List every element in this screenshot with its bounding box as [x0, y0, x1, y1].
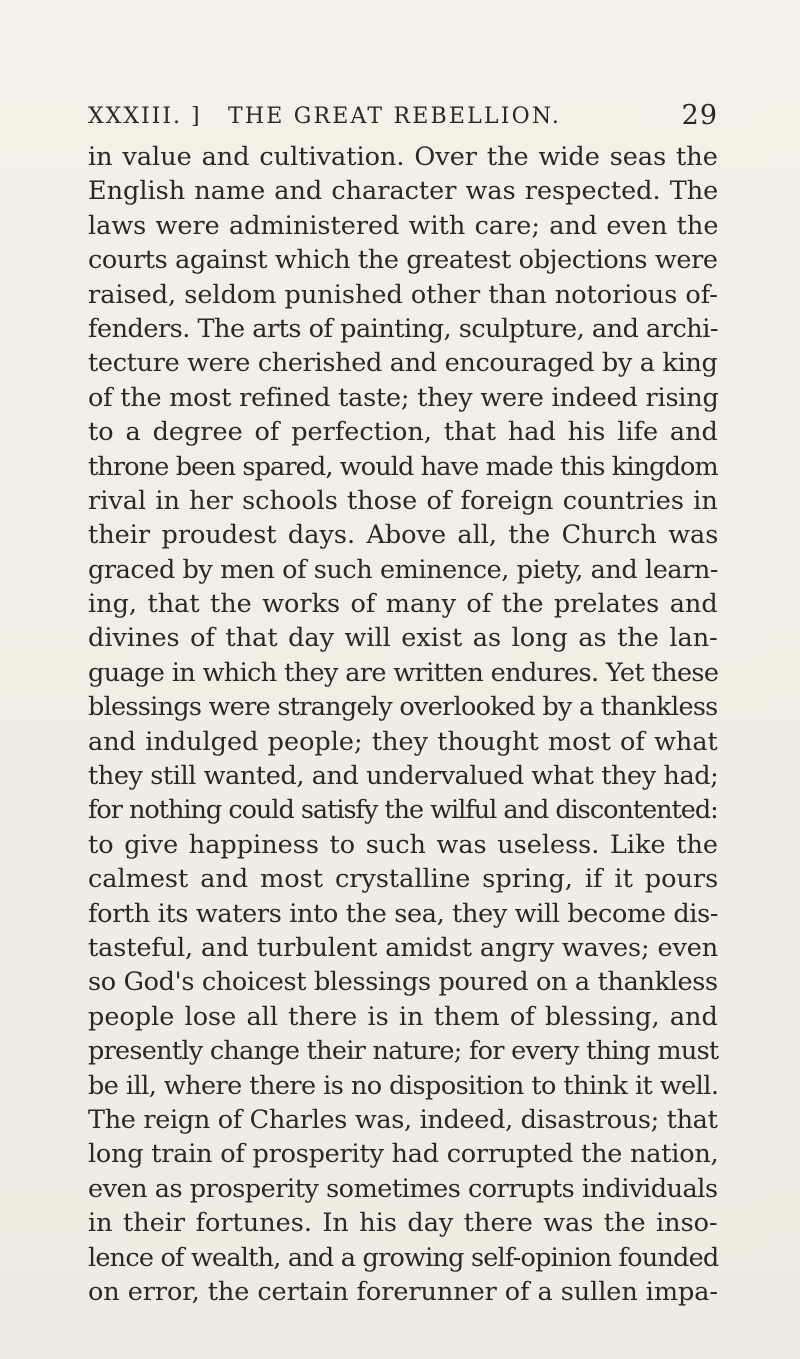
text-line: graced by men of such eminence, piety, and learn- [88, 554, 719, 585]
text-line: tecture were cherished and encouraged by a king [88, 348, 718, 379]
text-line: to give happiness to such was useless. Like the [88, 829, 718, 860]
text-line: people lose all there is in them of blessing, and [88, 1001, 718, 1032]
text-line: be ill, where there is no disposition to think it well. [88, 1070, 719, 1101]
text-line: rival in her schools those of foreign countries in [88, 485, 718, 516]
text-line: presently change their nature; for every thing must [88, 1036, 719, 1067]
text-line: calmest and most crystalline spring, if it pours [88, 864, 719, 895]
text-line: ing, that the works of many of the prelates and [88, 589, 718, 620]
text-line: even as prosperity sometimes corrupts individuals [88, 1173, 718, 1204]
text-line: and indulged people; they thought most of what [88, 726, 718, 757]
chapter-number: XXXIII. ] [88, 104, 202, 129]
text-line: raised, seldom punished other than notorious of- [88, 279, 718, 310]
text-line: blessings were strangely overlooked by a thankless [88, 692, 718, 723]
text-line: their proudest days. Above all, the Church was [88, 520, 719, 551]
running-title: THE GREAT REBELLION. [228, 104, 562, 129]
text-line: guage in which they are written endures. Yet these [88, 657, 719, 688]
text-line: of the most refined taste; they were indeed rising [88, 382, 719, 413]
text-line: throne been spared, would have made this kingdom [88, 451, 718, 482]
text-line: in their fortunes. In his day there was the inso- [88, 1208, 718, 1239]
text-line: English name and character was respected. The [88, 176, 719, 207]
text-line: divines of that day will exist as long as the lan- [88, 623, 718, 654]
text-line: The reign of Charles was, indeed, disastrous; that [88, 1104, 718, 1135]
text-line: forth its waters into the sea, they will become dis- [88, 898, 719, 929]
text-line: to a degree of perfection, that had his life and [88, 417, 718, 448]
text-line: laws were administered with care; and even the [88, 210, 719, 241]
page-number: 29 [681, 100, 718, 131]
body-text [88, 140, 718, 1309]
text-line: long train of prosperity had corrupted the nation, [88, 1139, 719, 1170]
running-header [88, 100, 718, 138]
text-line: on error, the certain forerunner of a sullen impa- [88, 1276, 718, 1307]
text-line: tasteful, and turbulent amidst angry waves; even [88, 932, 719, 963]
text-line: lence of wealth, and a growing self-opinion founded [88, 1242, 719, 1273]
text-line: fenders. The arts of painting, sculpture, and archi- [88, 313, 719, 344]
text-line: they still wanted, and undervalued what they had; [88, 761, 719, 792]
text-line: for nothing could satisfy the wilful and discontented: [88, 795, 718, 826]
text-line: so God's choicest blessings poured on a thankless [88, 967, 718, 998]
text-line: courts against which the greatest objections were [88, 245, 718, 276]
text-line: in value and cultivation. Over the wide seas the [88, 142, 718, 172]
